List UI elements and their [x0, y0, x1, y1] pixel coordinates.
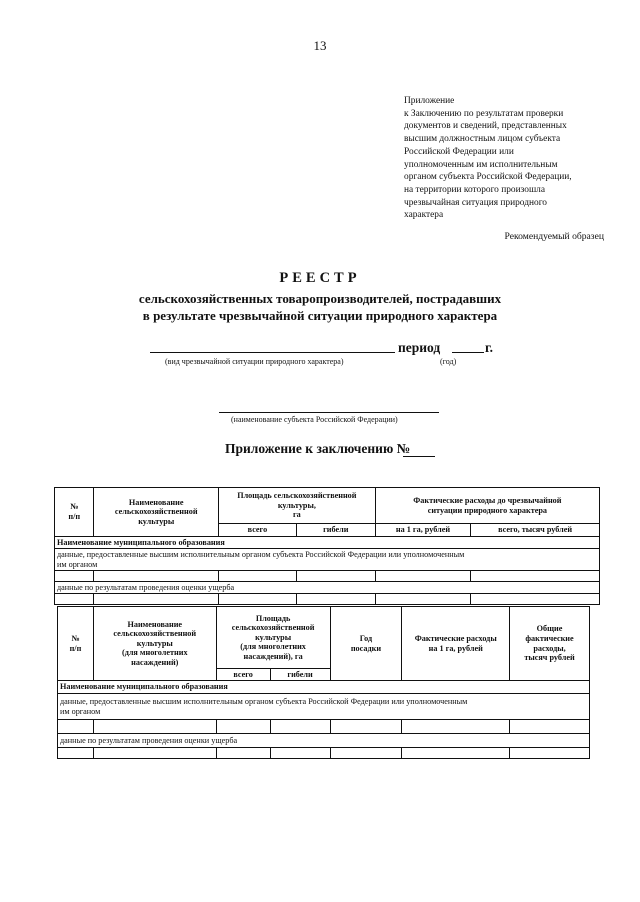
- header-number: № п/п: [55, 488, 94, 537]
- table-cell[interactable]: [402, 720, 510, 734]
- appendix-line: документов и сведений, представленных: [404, 121, 567, 132]
- subtitle-line-1: сельскохозяйственных товаропроизводителей, пострадавших: [138, 291, 502, 306]
- table-cell[interactable]: [270, 748, 330, 759]
- header-expense-total: всего, тысяч рублей: [471, 524, 600, 537]
- table-cell[interactable]: [330, 720, 402, 734]
- year-suffix: г.: [485, 340, 493, 355]
- subject-name-blank: [219, 412, 439, 413]
- year-blank: [452, 352, 484, 353]
- table-cell[interactable]: [94, 571, 219, 582]
- table-cell[interactable]: [330, 748, 402, 759]
- appendix-line: Приложение: [404, 96, 455, 106]
- appendix-line: к Заключению по результатам проверки: [404, 108, 564, 119]
- table-cell[interactable]: [219, 594, 297, 605]
- table-cell[interactable]: [58, 720, 94, 734]
- table-cell[interactable]: [510, 720, 590, 734]
- page-number: 13: [313, 38, 327, 53]
- appendix-note: [404, 95, 614, 222]
- table-cell[interactable]: [216, 720, 270, 734]
- row-data-authority: данные, предоставленные высшим исполнительным органом субъекта Российской Федерации или уполномоченным им органом: [55, 549, 600, 571]
- table-cell[interactable]: [296, 594, 375, 605]
- appendix-line: чрезвычайная ситуация природного: [404, 197, 547, 208]
- appendix-line: на территории которого произошла: [404, 184, 546, 195]
- period-label: период: [398, 340, 441, 355]
- document-title: РЕЕСТР: [279, 270, 361, 286]
- table-cell[interactable]: [219, 571, 297, 582]
- row-data-authority: данные, предоставленные высшим исполнительным органом субъекта Российской Федерации или уполномоченным им органом: [58, 694, 590, 720]
- caption-subject-name: (наименование субъекта Российской Федерации): [231, 415, 398, 424]
- header-crop-name: Наименование сельскохозяйственной культуры (для многолетних насаждений): [93, 607, 216, 681]
- row-data-assessment: данные по результатам проведения оценки ущерба: [55, 582, 600, 594]
- header-expense-per-ha: на 1 га, рублей: [375, 524, 471, 537]
- table-cell[interactable]: [55, 571, 94, 582]
- header-crop-name: Наименование сельскохозяйственной культуры: [94, 488, 219, 537]
- table-cell[interactable]: [375, 594, 471, 605]
- registry-table-perennial: [57, 606, 590, 759]
- annex-number-blank: [403, 456, 435, 457]
- caption-emergency-type: (вид чрезвычайной ситуации природного характера): [165, 357, 344, 366]
- table-cell[interactable]: [93, 748, 216, 759]
- appendix-line: уполномоченным им исполнительным: [404, 159, 558, 170]
- row-municipality: Наименование муниципального образования: [58, 681, 590, 694]
- row-data-assessment: данные по результатам проведения оценки ущерба: [58, 734, 590, 748]
- header-number: № п/п: [58, 607, 94, 681]
- header-area-lost: гибели: [296, 524, 375, 537]
- header-area-total: всего: [219, 524, 297, 537]
- table-cell[interactable]: [471, 594, 600, 605]
- annex-title: Приложение к заключению №: [225, 441, 411, 456]
- table-cell[interactable]: [375, 571, 471, 582]
- table-cell[interactable]: [55, 594, 94, 605]
- header-area: Площадь сельскохозяйственной культуры, га: [219, 488, 376, 524]
- table-cell[interactable]: [402, 748, 510, 759]
- table-cell[interactable]: [58, 748, 94, 759]
- header-total-expenses: Общие фактические расходы, тысяч рублей: [510, 607, 590, 681]
- table-cell[interactable]: [471, 571, 600, 582]
- caption-year: (год): [440, 357, 457, 366]
- document-subtitle: [0, 290, 640, 324]
- table-cell[interactable]: [216, 748, 270, 759]
- header-area-total: всего: [216, 669, 270, 681]
- appendix-line: высшим должностным лицом субъекта: [404, 134, 561, 145]
- header-expenses: Фактические расходы до чрезвычайной ситуации природного характера: [375, 488, 599, 524]
- row-municipality: Наименование муниципального образования: [55, 537, 600, 549]
- appendix-line: характера: [404, 210, 444, 221]
- table-cell[interactable]: [510, 748, 590, 759]
- header-planting-year: Год посадки: [330, 607, 402, 681]
- table-cell[interactable]: [296, 571, 375, 582]
- subtitle-line-2: в результате чрезвычайной ситуации природного характера: [142, 308, 498, 323]
- table-cell[interactable]: [93, 720, 216, 734]
- table-cell[interactable]: [270, 720, 330, 734]
- table-cell[interactable]: [94, 594, 219, 605]
- header-area-lost: гибели: [270, 669, 330, 681]
- header-expense-per-ha: Фактические расходы на 1 га, рублей: [402, 607, 510, 681]
- appendix-line: Российской Федерации или: [404, 146, 514, 157]
- registry-table-annual: [54, 487, 600, 605]
- appendix-line: органом субъекта Российской Федерации,: [404, 172, 572, 183]
- recommended-sample: Рекомендуемый образец: [504, 231, 604, 242]
- header-area: Площадь сельскохозяйственной культуры (для многолетних насаждений), га: [216, 607, 330, 669]
- emergency-type-blank: [150, 352, 395, 353]
